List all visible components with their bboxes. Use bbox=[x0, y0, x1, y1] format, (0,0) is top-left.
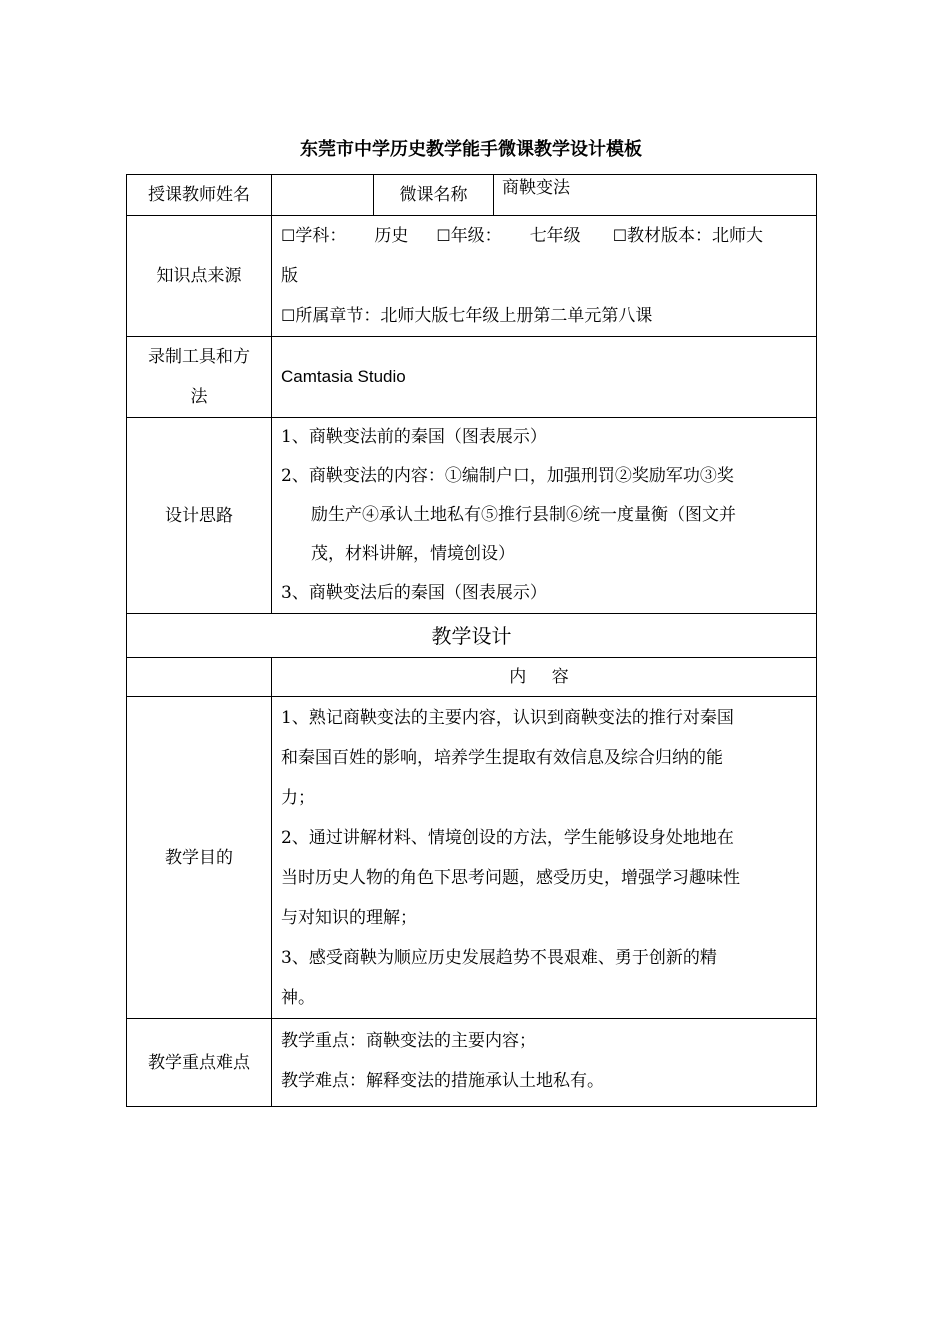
tool-value: Camtasia Studio bbox=[281, 367, 406, 386]
design-item-2: 2、商鞅变法的内容：①编制户口，加强刑罚②奖励军功③奖 bbox=[281, 466, 734, 486]
objective-2: 2、通过讲解材料、情境创设的方法，学生能够设身处地地在 bbox=[281, 827, 734, 848]
objective-2-cont: 与对知识的理解； bbox=[281, 907, 417, 928]
lesson-name-label: 微课名称 bbox=[374, 175, 494, 216]
row-design bbox=[127, 418, 817, 614]
key-point: 教学重点：商鞅变法的主要内容； bbox=[281, 1031, 536, 1051]
teacher-label: 授课教师姓名 bbox=[127, 175, 272, 216]
teaching-design-heading: 教学设计 bbox=[127, 614, 817, 658]
objective-1-cont: 力； bbox=[281, 787, 315, 808]
checkbox-icon[interactable]: ☐ bbox=[436, 226, 451, 245]
design-content bbox=[272, 418, 817, 614]
row-key-points bbox=[127, 1019, 817, 1107]
lesson-name-value[interactable]: 商鞅变法 bbox=[494, 175, 817, 216]
edition-label: 教材版本：北师大 bbox=[627, 226, 764, 246]
tool-label bbox=[127, 337, 272, 418]
key-points-label: 教学重点难点 bbox=[127, 1019, 272, 1107]
subject-value: 历史 bbox=[374, 226, 409, 246]
subject-label: 学科： bbox=[295, 226, 347, 246]
objective-3: 3、感受商鞅为顺应历史发展趋势不畏艰难、勇于创新的精 bbox=[281, 947, 717, 968]
tool-label-line-2: 法 bbox=[190, 387, 208, 407]
design-item-3: 3、商鞅变法后的秦国（图表展示） bbox=[281, 583, 547, 603]
source-label: 知识点来源 bbox=[127, 216, 272, 337]
row-content-header bbox=[127, 658, 817, 697]
content-heading: 内 容 bbox=[272, 658, 817, 697]
row-tool bbox=[127, 337, 817, 418]
grade-value: 七年级 bbox=[529, 226, 581, 246]
design-item-2-cont: 茂，材料讲解，情境创设） bbox=[311, 544, 515, 564]
tool-value-cell bbox=[272, 337, 817, 418]
source-line-chapter bbox=[281, 296, 808, 336]
chapter-text: 所属章节：北师大版七年级上册第二单元第八课 bbox=[295, 306, 653, 326]
checkbox-icon[interactable]: ☐ bbox=[281, 226, 296, 245]
checkbox-icon[interactable]: ☐ bbox=[281, 306, 296, 325]
objective-3-cont: 神。 bbox=[281, 987, 315, 1008]
document-title: 东莞市中学历史教学能手微课教学设计模板 bbox=[300, 139, 642, 160]
row-objectives bbox=[127, 697, 817, 1019]
source-line-1 bbox=[281, 216, 808, 256]
tool-label-line-1: 录制工具和方 bbox=[148, 347, 250, 367]
design-item-1: 1、商鞅变法前的秦国（图表展示） bbox=[281, 427, 547, 447]
teacher-value[interactable] bbox=[272, 175, 374, 216]
objectives-label: 教学目的 bbox=[127, 697, 272, 1019]
row-teacher bbox=[127, 175, 817, 216]
row-source bbox=[127, 216, 817, 337]
difficult-point: 教学难点：解释变法的措施承认土地私有。 bbox=[281, 1071, 604, 1091]
design-item-2-cont: 励生产④承认土地私有⑤推行县制⑥统一度量衡（图文并 bbox=[311, 505, 736, 525]
edition-continuation: 版 bbox=[281, 266, 298, 286]
objectives-content bbox=[272, 697, 817, 1019]
objective-2-cont: 当时历史人物的角色下思考问题，感受历史，增强学习趣味性 bbox=[281, 867, 740, 888]
lesson-design-table bbox=[126, 174, 817, 1107]
key-points-content bbox=[272, 1019, 817, 1107]
design-label: 设计思路 bbox=[127, 418, 272, 614]
grade-label: 年级： bbox=[450, 226, 502, 246]
objective-1-cont: 和秦国百姓的影响，培养学生提取有效信息及综合归纳的能 bbox=[281, 747, 723, 768]
source-content bbox=[272, 216, 817, 337]
content-header-empty bbox=[127, 658, 272, 697]
checkbox-icon[interactable]: ☐ bbox=[612, 226, 628, 245]
objective-1: 1、熟记商鞅变法的主要内容，认识到商鞅变法的推行对秦国 bbox=[281, 707, 734, 728]
row-teaching-design-heading bbox=[127, 614, 817, 658]
